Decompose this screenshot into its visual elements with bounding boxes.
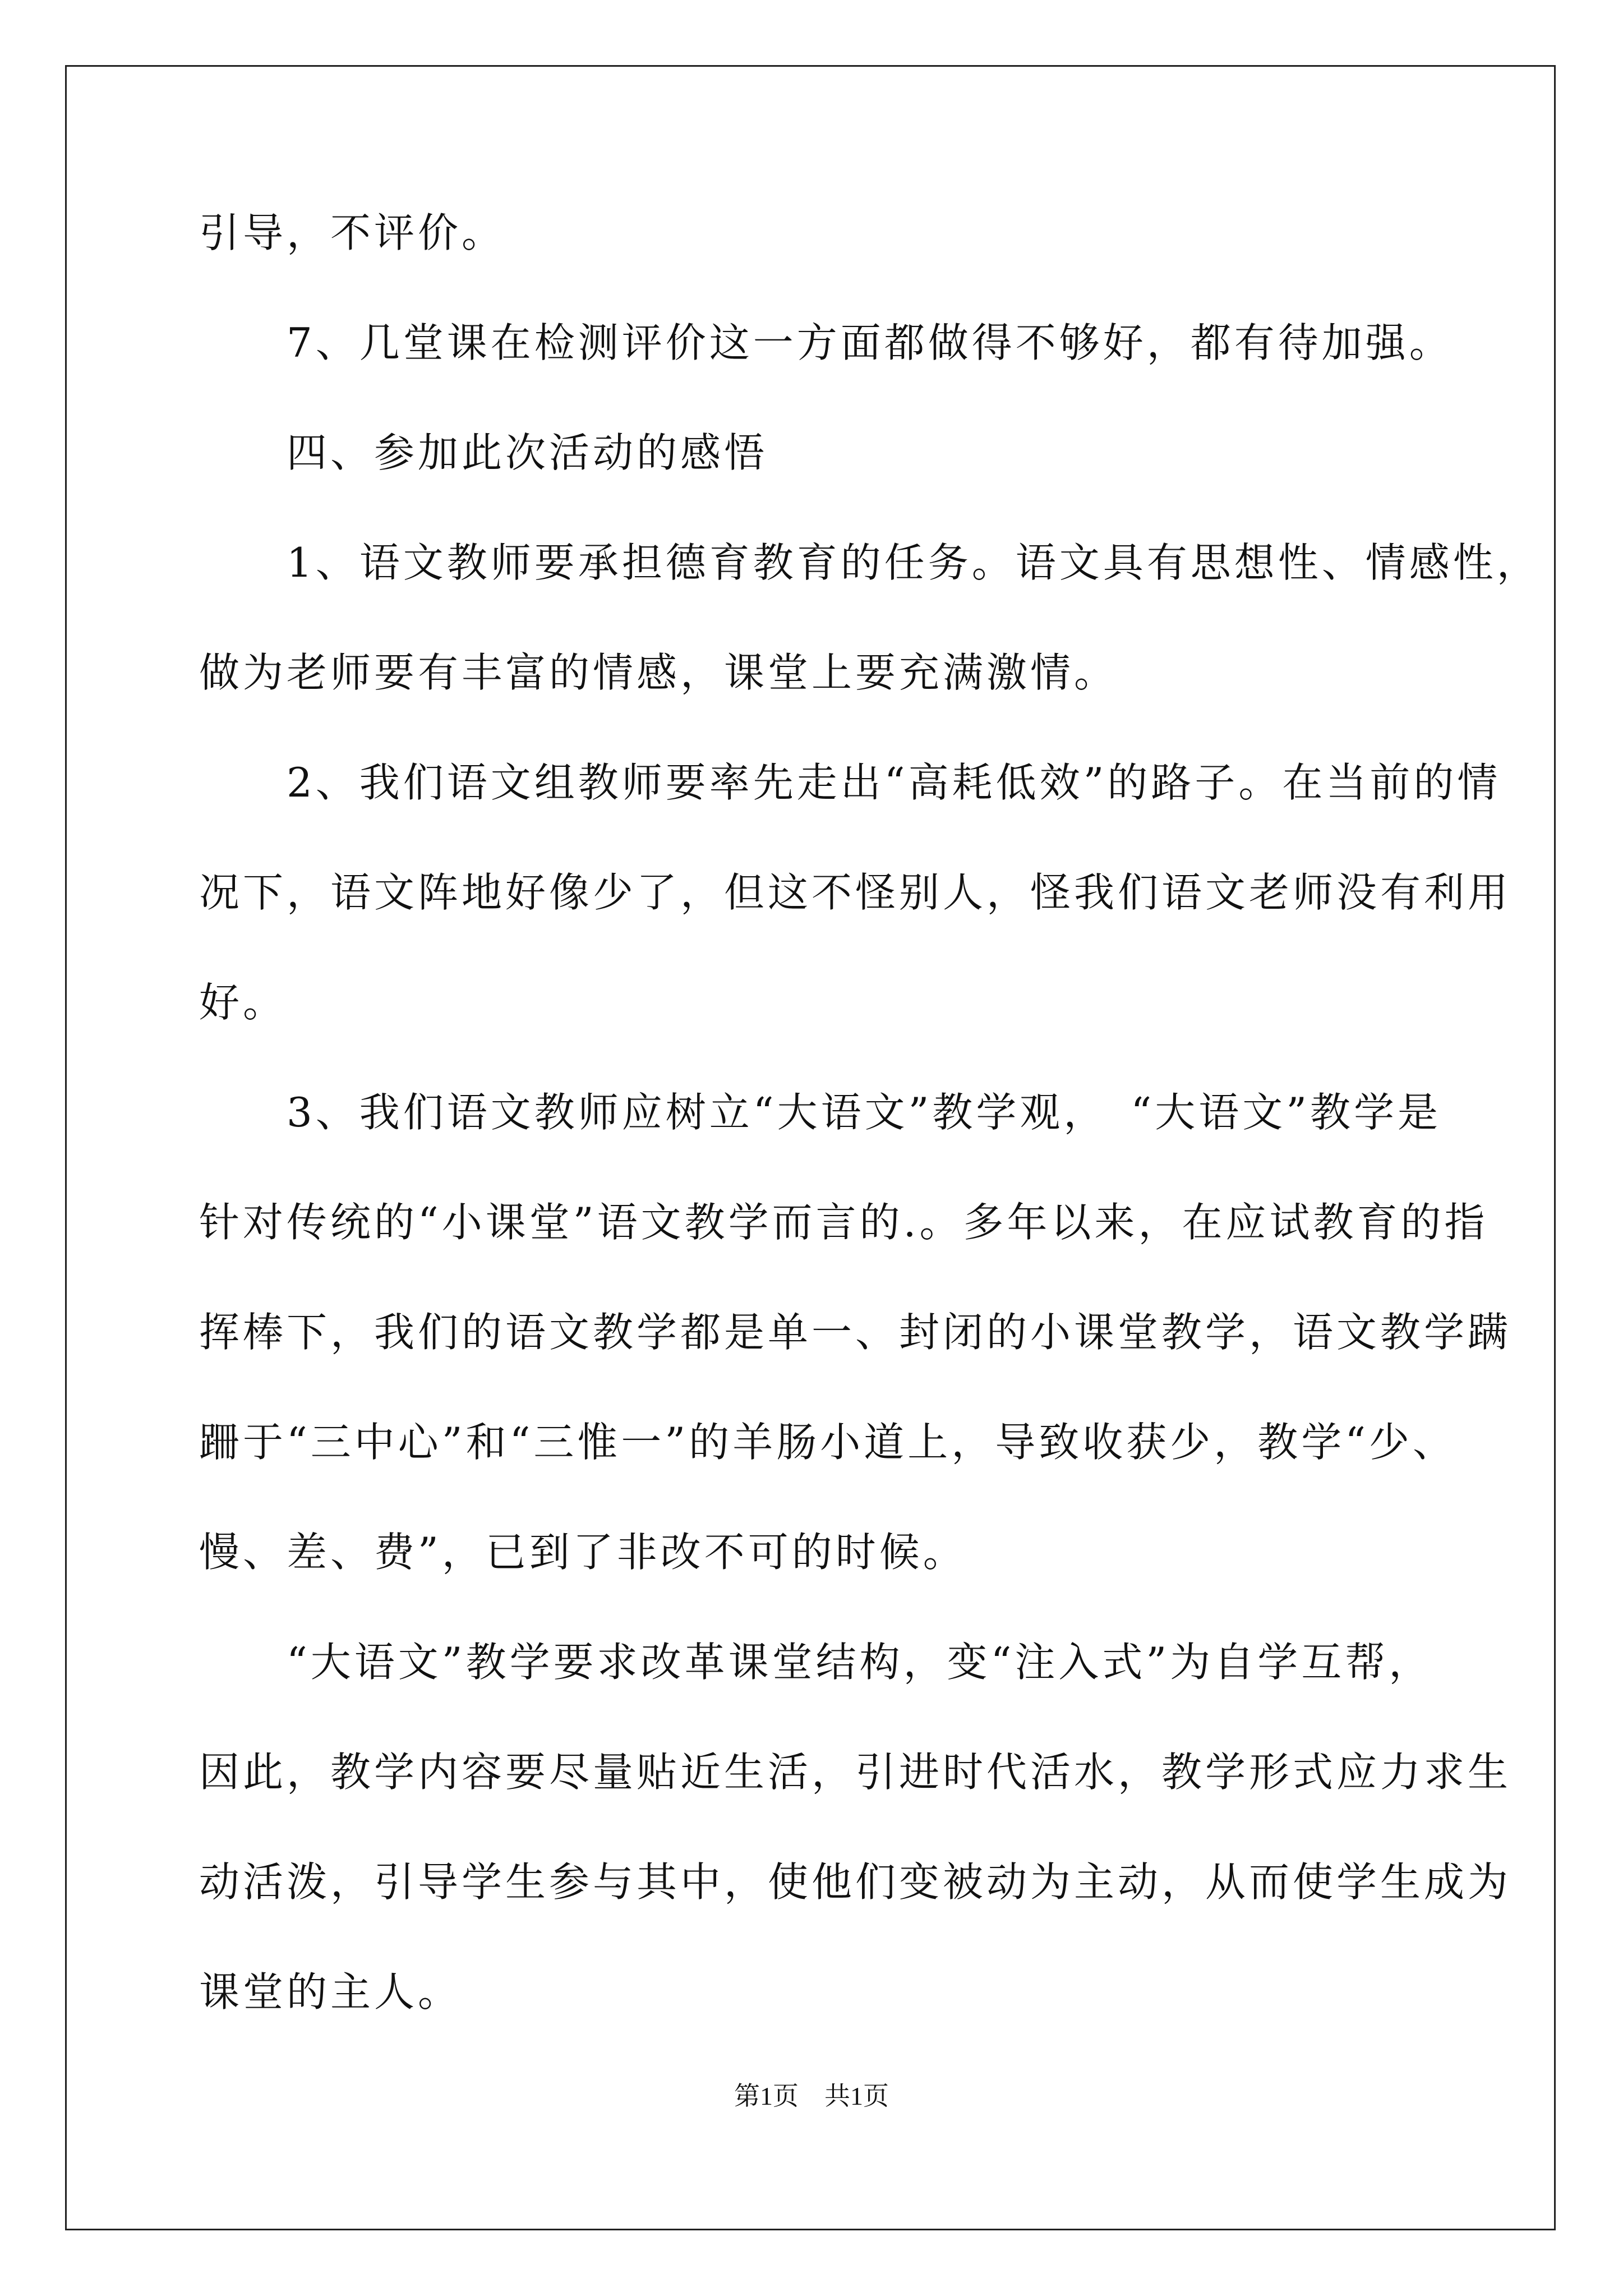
text-line: 课堂的主人。 (199, 1968, 462, 2016)
text-line: 慢、差、费”，已到了非改不可的时候。 (199, 1529, 967, 1576)
text-line: “大语文”教学要求改革课堂结构，变“注入式”为自学互帮， (199, 1639, 1433, 1686)
text-line: 况下，语文阵地好像少了，但这不怪别人，怪我们语文老师没有利用 (199, 869, 1512, 916)
text-line: 引导，不评价。 (199, 209, 506, 256)
text-line: 动活泼，引导学生参与其中，使他们变被动为主动，从而使学生成为 (199, 1858, 1512, 1906)
page-number-footer: 第1页 共1页 (734, 2082, 889, 2110)
text-line: 2、我们语文组教师要率先走出“高耗低效”的路子。在当前的情 (199, 759, 1501, 806)
text-line: 针对传统的“小课堂”语文教学而言的.。多年以来，在应试教育的指 (199, 1199, 1488, 1246)
text-line: 3、我们语文教师应树立“大语文”教学观， “大语文”教学是 (199, 1089, 1442, 1136)
text-line: 因此，教学内容要尽量贴近生活，引进时代活水，教学形式应力求生 (199, 1749, 1512, 1796)
text-line: 挥棒下，我们的语文教学都是单一、封闭的小课堂教学，语文教学蹒 (199, 1309, 1512, 1356)
section-heading: 四、参加此次活动的感悟 (199, 429, 768, 476)
text-line: 做为老师要有丰富的情感，课堂上要充满激情。 (199, 649, 1118, 696)
text-line: 跚于“三中心”和“三惟一”的羊肠小道上，导致收获少，教学“少、 (199, 1419, 1457, 1466)
text-line: 1、语文教师要承担德育教育的任务。语文具有思想性、情感性， (199, 539, 1541, 586)
text-line: 7、几堂课在检测评价这一方面都做得不够好，都有待加强。 (199, 319, 1453, 366)
document-body (199, 199, 1541, 2068)
text-line: 好。 (199, 979, 287, 1026)
